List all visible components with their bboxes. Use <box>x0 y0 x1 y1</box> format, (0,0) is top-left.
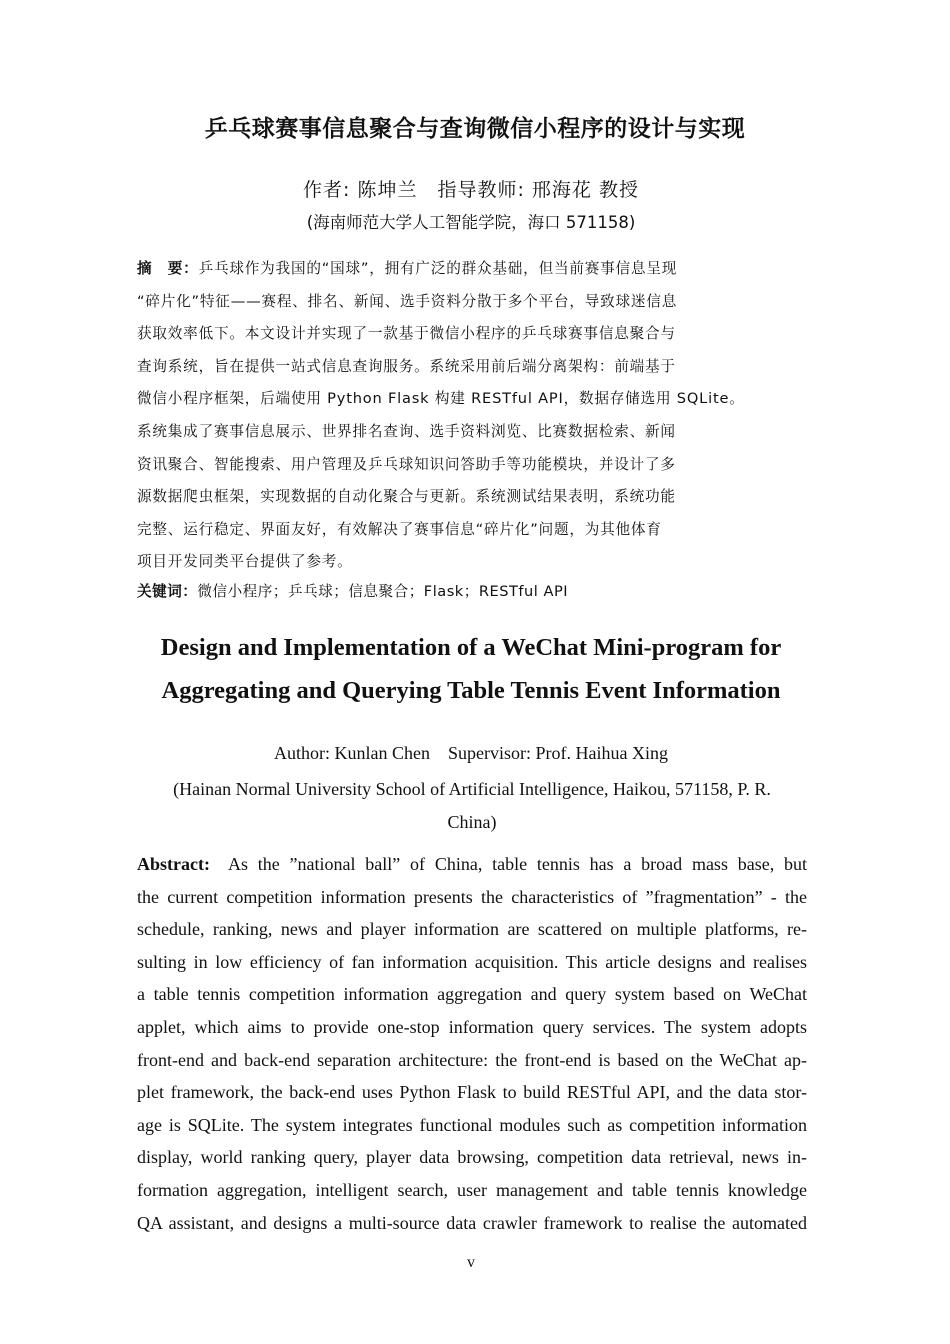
chinese-abstract-line: 项目开发同类平台提供了参考。 <box>137 553 353 571</box>
chinese-abstract-text: 乒乓球作为我国的“国球”，拥有广泛的群众基础，但当前赛事信息呈现 <box>198 260 678 277</box>
chinese-abstract-line: 完整、运行稳定、界面友好，有效解决了赛事信息“碎片化”问题，为其他体育 <box>137 520 662 538</box>
english-title-line: Design and Implementation of a WeChat Mini-program for <box>160 634 782 661</box>
english-title-line: Aggregating and Querying Table Tennis Event Information <box>161 677 781 704</box>
chinese-abstract-line: 系统集成了赛事信息展示、世界排名查询、选手资料浏览、比赛数据检索、新闻 <box>137 422 676 440</box>
english-abstract-line: front-end and back-end separation architecture: the front-end is based on the WeChat ap- <box>137 1049 807 1070</box>
english-abstract-line: schedule, ranking, news and player information are scattered on multiple platforms, re- <box>137 919 807 940</box>
chinese-abstract-line: 微信小程序框架，后端使用 Python Flask 构建 RESTful API，数据存储选用 SQLite。 <box>137 390 745 408</box>
english-abstract-line: age is SQLite. The system integrates functional modules such as competition information <box>137 1114 807 1135</box>
english-title <box>0 626 942 712</box>
chinese-affiliation: (海南师范大学人工智能学院，海口 571158) <box>306 213 636 232</box>
chinese-abstract-line: 获取效率低下。本文设计并实现了一款基于微信小程序的乒乓球赛事信息聚合与 <box>137 325 676 343</box>
english-affiliation-line: (Hainan Normal University School of Artificial Intelligence, Haikou, 571158, P. R. <box>173 779 771 799</box>
chinese-title: 乒乓球赛事信息聚合与查询微信小程序的设计与实现 <box>204 116 746 142</box>
chinese-abstract-label: 摘 要： <box>137 260 199 277</box>
chinese-keywords-text: 微信小程序；乒乓球；信息聚合；Flask；RESTful API <box>197 583 569 600</box>
english-abstract-line: plet framework, the back-end uses Python Flask to build RESTful API, and the data stor- <box>137 1082 807 1103</box>
chinese-abstract <box>137 253 807 579</box>
english-abstract-line <box>137 848 807 881</box>
chinese-abstract-line: “碎片化”特征——赛程、排名、新闻、选手资料分散于多个平台，导致球迷信息 <box>137 292 678 310</box>
chinese-abstract-line: 源数据爬虫框架，实现数据的自动化聚合与更新。系统测试结果表明，系统功能 <box>137 488 676 506</box>
chinese-abstract-line: 资讯聚合、智能搜索、用户管理及乒乓球知识问答助手等功能模块，并设计了多 <box>137 455 676 473</box>
page-number: v <box>467 1254 475 1271</box>
english-abstract-line: sulting in low efficiency of fan information acquisition. This article designs and realises <box>137 951 807 972</box>
english-affiliation-line: China) <box>447 812 497 832</box>
chinese-keywords <box>137 580 807 601</box>
english-abstract-line: a table tennis competition information aggregation and query system based on WeChat <box>137 984 807 1005</box>
chinese-keywords-label: 关键词： <box>137 583 198 600</box>
english-abstract-line: applet, which aims to provide one-stop information query services. The system adopts <box>137 1016 807 1037</box>
english-abstract-line: display, world ranking query, player data browsing, competition data retrieval, news in- <box>137 1147 807 1168</box>
english-abstract-line: the current competition information presents the characteristics of ”fragmentation” - the <box>137 886 807 907</box>
english-abstract-text: As the ”national ball” of China, table tennis has a broad mass base, but <box>227 854 807 874</box>
english-affiliation <box>137 773 807 839</box>
english-abstract <box>137 848 807 1239</box>
chinese-abstract-line: 查询系统，旨在提供一站式信息查询服务。系统采用前后端分离架构：前端基于 <box>137 357 676 375</box>
english-abstract-line: QA assistant, and designs a multi-source data crawler framework to realise the automated <box>137 1212 807 1233</box>
english-author-line: Author: Kunlan Chen Supervisor: Prof. Haihua Xing <box>274 743 668 763</box>
chinese-authors: 作者: 陈坤兰 指导教师: 邢海花 教授 <box>303 179 639 201</box>
english-abstract-label: Abstract: <box>137 854 210 874</box>
english-abstract-line: formation aggregation, intelligent search, user management and table tennis knowledge <box>137 1179 807 1200</box>
chinese-abstract-line <box>137 253 807 286</box>
